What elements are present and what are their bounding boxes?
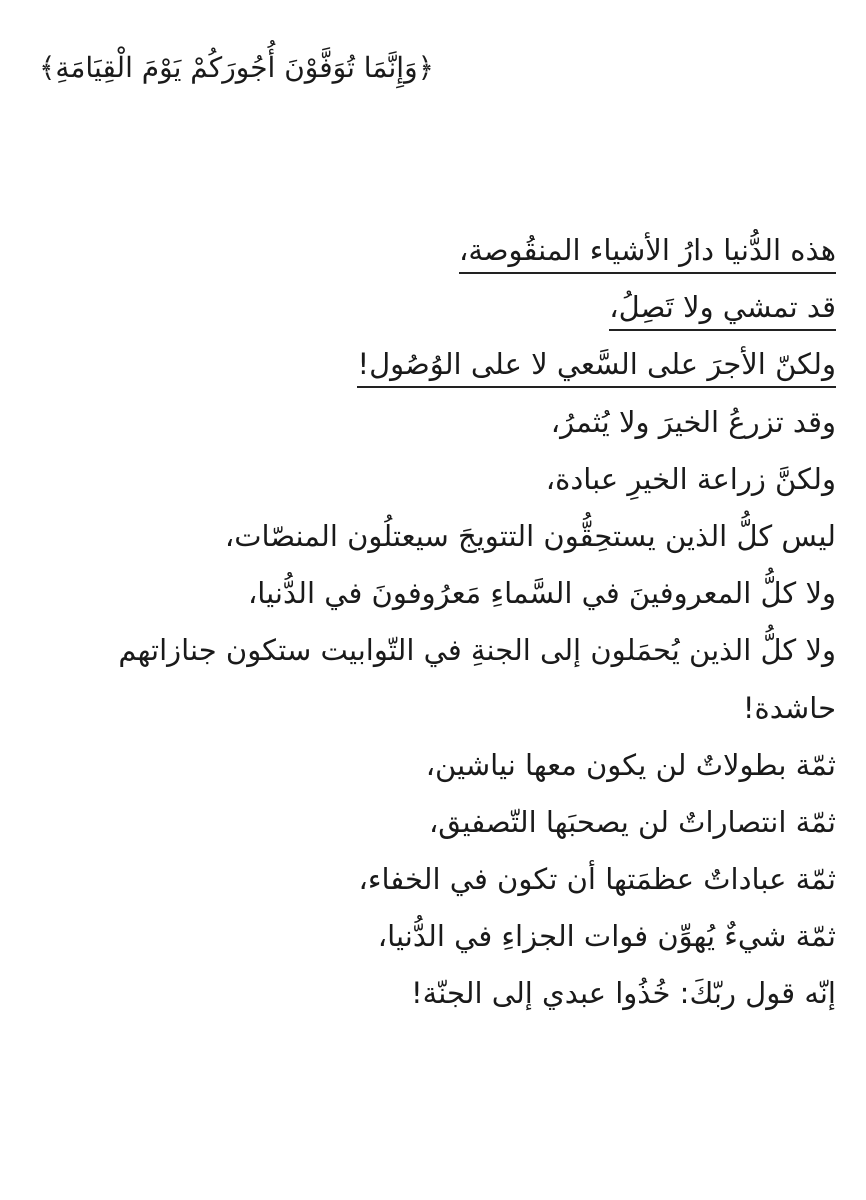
poem-line-text: ثمّة شيءٌ يُهوِّن فوات الجزاءِ في الدُّنيا،	[377, 919, 836, 954]
poem-line-text: ولا كلُّ الذين يُحمَلون إلى الجنةِ في التّوابيت ستكون جنازاتهم	[118, 633, 836, 668]
poem-line	[16, 342, 836, 399]
poem-line-text: هذه الدُّنيا دارُ الأشياء المنقُوصة،	[459, 230, 836, 274]
poem-line-text: وقد تزرعُ الخيرَ ولا يُثمرُ،	[550, 404, 836, 439]
poem-line	[16, 971, 836, 1028]
poem-line	[16, 514, 836, 571]
poem-line	[16, 628, 836, 685]
poem-line-text: حاشدة!	[742, 690, 836, 725]
poem-line	[16, 914, 836, 971]
quran-verse-heading: ﴿وَإِنَّمَا تُوَفَّوْنَ أُجُورَكُمْ يَوْمَ الْقِيَامَةِ﴾	[39, 51, 434, 84]
poem-line-text: ولا كلُّ المعروفينَ في السَّماءِ مَعرُوفونَ في الدُّنيا،	[247, 576, 836, 611]
poem-line-text: ثمّة انتصاراتٌ لن يصحبَها التّصفيق،	[428, 804, 836, 839]
poem-line	[16, 228, 836, 285]
poem-line	[16, 857, 836, 914]
poem-line-text: ولكنَّ زراعة الخيرِ عبادة،	[545, 461, 836, 496]
poem-line	[16, 457, 836, 514]
poem-line-text: ثمّة بطولاتٌ لن يكون معها نياشين،	[425, 747, 836, 782]
poem-line	[16, 571, 836, 628]
poem-lines	[16, 228, 836, 1029]
poem-line-text: قد تمشي ولا تَصِلُ،	[609, 287, 836, 331]
poem-line-text: ولكنّ الأجرَ على السَّعي لا على الوُصُول!	[357, 344, 836, 388]
poem-line	[16, 743, 836, 800]
poem-line-text: ثمّة عباداتٌ عظمَتها أن تكون في الخفاء،	[358, 862, 836, 897]
poem-line	[16, 686, 836, 743]
poem-line-text: إنّه قول ربّكَ: خُذُوا عبدي إلى الجنّة!	[411, 976, 836, 1011]
poem-line	[16, 400, 836, 457]
poem-line-text: ليس كلُّ الذين يستحِقُّون التتويجَ سيعتلُون المنصّات،	[224, 518, 836, 553]
poem-line	[16, 285, 836, 342]
poem-line	[16, 800, 836, 857]
